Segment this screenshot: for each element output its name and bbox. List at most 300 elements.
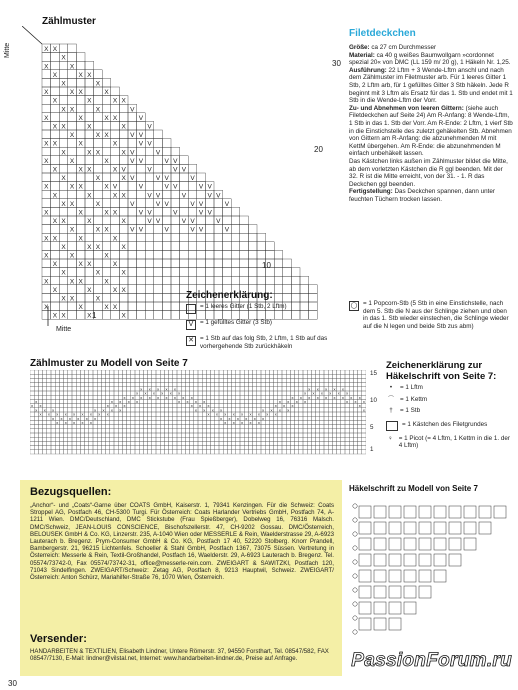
grid-cell: [236, 408, 240, 412]
grid-cell: [236, 387, 240, 391]
grid-cell: [51, 207, 60, 216]
grid-cell: [59, 420, 63, 424]
grid-cell: [51, 225, 60, 234]
grid-cell: [236, 433, 240, 437]
cell-mark: x: [299, 394, 302, 400]
grid-cell: [164, 370, 168, 374]
grid-cell: [64, 387, 68, 391]
grid-cell: [171, 268, 180, 277]
cell-mark: X: [121, 149, 126, 157]
grid-cell: [214, 233, 223, 242]
cell-mark: X: [52, 261, 58, 269]
grid-cell: [122, 437, 126, 441]
filet-square: [389, 554, 401, 566]
grid-cell: [190, 446, 194, 450]
grid-cell: [111, 276, 120, 285]
cell-mark: X: [104, 89, 109, 97]
grid-cell: [55, 387, 59, 391]
grid-cell: [215, 441, 219, 445]
grid-cell: [274, 395, 278, 399]
cell-mark: x: [110, 399, 113, 404]
grid-cell: [154, 139, 163, 148]
grid-cell: [97, 399, 101, 403]
grid-cell: [106, 416, 110, 420]
grid-cell: [128, 285, 137, 294]
cell-mark: V: [224, 200, 230, 208]
cell-mark: x: [232, 420, 235, 425]
grid-cell: [164, 446, 168, 450]
cell-mark: X: [61, 312, 66, 320]
grid-cell: [85, 130, 94, 139]
grid-cell: [59, 370, 63, 374]
grid-cell: [93, 391, 97, 395]
cell-mark: X: [78, 71, 83, 79]
cell-mark: V: [130, 157, 135, 165]
cell-mark: V: [155, 192, 161, 200]
grid-cell: [42, 216, 51, 225]
grid-cell: [257, 242, 266, 251]
grid-cell: [145, 276, 154, 285]
picot-icon: ♀: [387, 434, 393, 442]
grid-cell: [198, 437, 202, 441]
grid-cell: [171, 233, 180, 242]
grid-cell: [227, 420, 231, 424]
grid-cell: [341, 441, 345, 445]
grid-cell: [337, 399, 341, 403]
grid-cell: [345, 416, 349, 420]
filet-square: [374, 618, 386, 630]
grid-cell: [34, 446, 38, 450]
grid-cell: [85, 429, 89, 433]
filet-square: [374, 602, 386, 614]
grid-cell: [76, 147, 85, 156]
grid-cell: [30, 425, 34, 429]
grid-cell: [240, 374, 244, 378]
grid-cell: [215, 416, 219, 420]
grid-cell: [177, 446, 181, 450]
article-paragraph: Größe: ca 27 cm Durchmesser: [349, 44, 437, 51]
cell-mark: X: [78, 166, 83, 174]
cell-mark: X: [121, 312, 126, 320]
grid-cell: [311, 412, 315, 416]
grid-cell: [106, 374, 110, 378]
grid-cell: [152, 378, 156, 382]
cell-mark: x: [68, 415, 71, 421]
grid-cell: [85, 391, 89, 395]
cell-mark: X: [52, 123, 58, 131]
cell-mark: x: [220, 407, 223, 413]
grid-cell: [337, 412, 341, 416]
grid-cell: [181, 399, 185, 403]
cell-mark: V: [190, 218, 195, 226]
filet-square: [449, 554, 461, 566]
grid-cell: [269, 429, 273, 433]
grid-cell: [362, 391, 366, 395]
grid-cell: [85, 383, 89, 387]
cell-mark: x: [186, 399, 189, 404]
grid-cell: [47, 429, 51, 433]
grid-cell: [290, 450, 294, 454]
grid-cell: [127, 412, 131, 416]
grid-cell: [286, 391, 290, 395]
grid-cell: [128, 302, 137, 311]
grid-cell: [145, 293, 154, 302]
grid-cell: [131, 412, 135, 416]
grid-cell: [43, 378, 47, 382]
grid-cell: [68, 216, 77, 225]
grid-cell: [89, 425, 93, 429]
grid-cell: [42, 164, 51, 173]
grid-cell: [137, 199, 146, 208]
grid-cell: [286, 429, 290, 433]
grid-cell: [278, 433, 282, 437]
grid-cell: [253, 383, 257, 387]
grid-cell: [162, 302, 171, 311]
grid-cell: [337, 374, 341, 378]
grid-cell: [206, 395, 210, 399]
grid-cell: [94, 156, 103, 165]
grid-cell: [51, 370, 55, 374]
grid-cell: [164, 437, 168, 441]
grid-cell: [337, 441, 341, 445]
grid-cell: [162, 216, 171, 225]
grid-cell: [349, 433, 353, 437]
grid-cell: [114, 412, 118, 416]
grid-cell: [181, 420, 185, 424]
cell-mark: X: [78, 261, 83, 269]
grid-cell: [282, 429, 286, 433]
grid-cell: [261, 441, 265, 445]
grid-cell: [38, 433, 42, 437]
grid-cell: [286, 412, 290, 416]
grid-cell: [148, 408, 152, 412]
grid-cell: [106, 429, 110, 433]
grid-cell: [219, 425, 223, 429]
grid-cell: [253, 446, 257, 450]
grid-cell: [47, 387, 51, 391]
grid-cell: [154, 207, 163, 216]
cell-mark: x: [333, 394, 336, 400]
grid-cell: [282, 433, 286, 437]
grid-cell: [211, 437, 215, 441]
grid-cell: [244, 450, 248, 454]
grid-cell: [30, 387, 34, 391]
cell-mark: x: [203, 399, 206, 404]
grid-cell: [232, 437, 236, 441]
grid-cell: [244, 378, 248, 382]
grid-cell: [227, 399, 231, 403]
grid-cell: [349, 408, 353, 412]
grid-cell: [119, 302, 128, 311]
grid-cell: [223, 216, 232, 225]
grid-cell: [219, 433, 223, 437]
cell-mark: V: [147, 123, 152, 131]
grid-cell: [64, 441, 68, 445]
grid-cell: [85, 182, 94, 191]
grid-cell: [345, 450, 349, 454]
grid-cell: [219, 391, 223, 395]
grid-cell: [156, 441, 160, 445]
grid-cell: [181, 374, 185, 378]
grid-cell: [282, 412, 286, 416]
grid-cell: [131, 378, 135, 382]
grid-cell: [349, 429, 353, 433]
grid-cell: [286, 370, 290, 374]
grid-cell: [154, 242, 163, 251]
grid-cell: [341, 446, 345, 450]
grid-cell: [139, 433, 143, 437]
grid-cell: [127, 420, 131, 424]
grid-cell: [34, 429, 38, 433]
article-paragraph: Material: ca 40 g weißes Baumwollgarn »cordonnet spezial 20« von DMC (LL 159 m/ 20 g), 1 Häkeln Nr. 1,25.: [349, 51, 511, 67]
grid-cell: [131, 399, 135, 403]
cell-mark: x: [89, 420, 92, 425]
grid-cell: [295, 408, 299, 412]
grid-cell: [232, 399, 236, 403]
grid-cell: [320, 370, 324, 374]
grid-cell: [202, 446, 206, 450]
chart2-row-5: 5: [370, 424, 374, 431]
grid-cell: [265, 404, 269, 408]
grid-cell: [97, 441, 101, 445]
grid-cell: [97, 404, 101, 408]
grid-cell: [274, 293, 283, 302]
cell-mark: x: [81, 420, 84, 425]
grid-cell: [190, 441, 194, 445]
grid-cell: [240, 225, 249, 234]
grid-cell: [173, 412, 177, 416]
grid-cell: [93, 437, 97, 441]
filet-square: [419, 554, 431, 566]
cell-mark: V: [147, 166, 152, 174]
grid-cell: [274, 276, 283, 285]
grid-cell: [180, 173, 189, 182]
grid-cell: [154, 259, 163, 268]
grid-cell: [332, 429, 336, 433]
grid-cell: [198, 387, 202, 391]
grid-cell: [290, 433, 294, 437]
grid-cell: [89, 387, 93, 391]
grid-cell: [337, 383, 341, 387]
grid-cell: [353, 378, 357, 382]
grid-cell: [320, 383, 324, 387]
grid-cell: [51, 250, 60, 259]
grid-cell: [197, 233, 206, 242]
grid-cell: [269, 441, 273, 445]
grid-cell: [137, 147, 146, 156]
grid-cell: [80, 387, 84, 391]
picot-mark: [353, 574, 357, 578]
filet-square: [389, 506, 401, 518]
grid-cell: [64, 404, 68, 408]
grid-cell: [34, 450, 38, 454]
grid-cell: [38, 391, 42, 395]
grid-cell: [173, 425, 177, 429]
grid-cell: [145, 268, 154, 277]
grid-cell: [139, 429, 143, 433]
grid-cell: [324, 433, 328, 437]
grid-cell: [190, 412, 194, 416]
grid-cell: [232, 433, 236, 437]
grid-cell: [311, 416, 315, 420]
grid-cell: [211, 433, 215, 437]
cell-mark: x: [190, 403, 193, 409]
grid-cell: [64, 425, 68, 429]
grid-cell: [148, 412, 152, 416]
grid-cell: [219, 395, 223, 399]
grid-cell: [131, 374, 135, 378]
grid-cell: [162, 259, 171, 268]
grid-cell: [353, 408, 357, 412]
grid-cell: [128, 139, 137, 148]
grid-cell: [94, 285, 103, 294]
grid-cell: [137, 164, 146, 173]
grid-cell: [299, 420, 303, 424]
grid-cell: [290, 446, 294, 450]
grid-cell: [152, 404, 156, 408]
filet-square: [404, 602, 416, 614]
grid-cell: [240, 370, 244, 374]
grid-cell: [194, 425, 198, 429]
cell-mark: V: [198, 183, 204, 191]
cell-mark: x: [190, 394, 193, 400]
grid-cell: [248, 242, 257, 251]
grid-cell: [51, 450, 55, 454]
grid-cell: [154, 182, 163, 191]
grid-cell: [110, 370, 114, 374]
grid-cell: [137, 242, 146, 251]
grid-cell: [181, 416, 185, 420]
grid-cell: [307, 420, 311, 424]
grid-cell: [160, 395, 164, 399]
grid-cell: [185, 370, 189, 374]
filet-square: [374, 506, 386, 518]
grid-cell: [253, 450, 257, 454]
cell-mark: X: [112, 261, 118, 269]
filet-square: [419, 506, 431, 518]
grid-cell: [236, 374, 240, 378]
grid-cell: [278, 450, 282, 454]
grid-cell: [101, 370, 105, 374]
grid-cell: [51, 130, 60, 139]
grid-cell: [324, 378, 328, 382]
filet-square: [389, 618, 401, 630]
grid-cell: [274, 378, 278, 382]
grid-cell: [337, 395, 341, 399]
grid-cell: [34, 412, 38, 416]
grid-cell: [59, 437, 63, 441]
grid-cell: [135, 429, 139, 433]
grid-cell: [102, 173, 111, 182]
cell-mark: X: [95, 149, 101, 157]
grid-cell: [320, 441, 324, 445]
grid-cell: [47, 420, 51, 424]
grid-cell: [34, 387, 38, 391]
grid-cell: [101, 378, 105, 382]
grid-cell: [68, 441, 72, 445]
cell-mark: V: [164, 183, 169, 191]
grid-cell: [42, 268, 51, 277]
grid-cell: [295, 446, 299, 450]
grid-cell: [118, 370, 122, 374]
grid-cell: [76, 53, 85, 62]
cell-mark: x: [241, 411, 244, 417]
grid-cell: [248, 383, 252, 387]
filet-square: [434, 570, 446, 582]
grid-cell: [248, 391, 252, 395]
picot-mark: [353, 588, 357, 592]
grid-cell: [307, 425, 311, 429]
grid-cell: [362, 416, 366, 420]
cell-mark: x: [207, 403, 210, 409]
grid-cell: [185, 383, 189, 387]
grid-cell: [43, 374, 47, 378]
cell-mark: x: [341, 386, 344, 392]
cell-mark: X: [52, 235, 58, 243]
cell-mark: X: [95, 295, 101, 303]
grid-cell: [143, 425, 147, 429]
grid-cell: [197, 173, 206, 182]
grid-cell: [283, 285, 292, 294]
grid-cell: [169, 374, 173, 378]
grid-cell: [89, 378, 93, 382]
grid-cell: [93, 425, 97, 429]
grid-cell: [156, 416, 160, 420]
grid-cell: [80, 374, 84, 378]
cell-mark: X: [87, 123, 92, 131]
grid-cell: [85, 302, 94, 311]
grid-cell: [68, 285, 77, 294]
grid-cell: [154, 164, 163, 173]
grid-cell: [295, 370, 299, 374]
grid-cell: [282, 416, 286, 420]
grid-cell: [102, 164, 111, 173]
cell-mark: X: [52, 312, 58, 320]
picot-mark: [353, 504, 357, 508]
cell-mark: X: [121, 175, 126, 183]
grid-cell: [102, 216, 111, 225]
cell-mark: X: [44, 183, 49, 191]
grid-cell: [164, 412, 168, 416]
grid-cell: [131, 420, 135, 424]
grid-cell: [295, 387, 299, 391]
grid-cell: [286, 437, 290, 441]
grid-cell: [181, 425, 185, 429]
grid-cell: [190, 450, 194, 454]
cell-mark: X: [87, 71, 92, 79]
grid-cell: [269, 425, 273, 429]
grid-cell: [223, 441, 227, 445]
grid-cell: [295, 450, 299, 454]
cell-mark: V: [130, 175, 135, 183]
grid-cell: [309, 285, 318, 294]
grid-cell: [211, 399, 215, 403]
grid-cell: [236, 378, 240, 382]
grid-cell: [257, 441, 261, 445]
grid-cell: [102, 104, 111, 113]
grid-cell: [328, 395, 332, 399]
grid-cell: [194, 450, 198, 454]
grid-cell: [240, 429, 244, 433]
grid-cell: [320, 378, 324, 382]
grid-cell: [127, 450, 131, 454]
grid-cell: [30, 450, 34, 454]
chart1-title: Zählmuster: [42, 16, 96, 27]
cell-mark: X: [44, 157, 49, 165]
grid-cell: [177, 412, 181, 416]
grid-cell: [244, 420, 248, 424]
grid-cell: [164, 429, 168, 433]
